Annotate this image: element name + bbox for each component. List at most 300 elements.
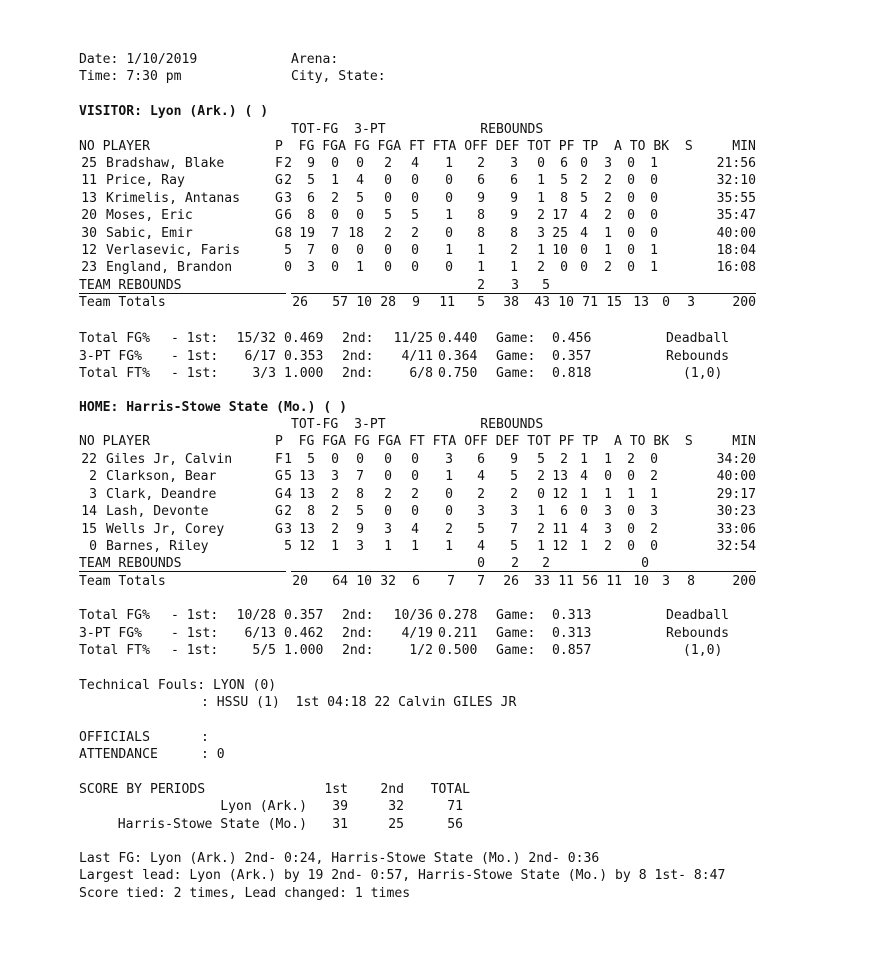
stat-to: 1 xyxy=(604,486,612,502)
home-header-no-player: NO PLAYER xyxy=(79,434,150,449)
period-header: 1st xyxy=(324,782,348,797)
stat-s: 0 xyxy=(650,208,658,224)
stat-ft: 3 xyxy=(384,521,392,537)
stat-fga: 13 xyxy=(299,469,315,485)
team-rebounds-off: 0 xyxy=(477,556,485,572)
stat-fg: 5 xyxy=(284,243,292,258)
stat-tpa: 18 xyxy=(348,225,364,241)
stat-s: 2 xyxy=(650,521,658,537)
stat-tpm: 0 xyxy=(331,243,339,258)
stat-bk: 0 xyxy=(627,190,635,206)
pct-first-value: 1.000 xyxy=(284,643,324,658)
pct-game-value: 0.313 xyxy=(552,625,592,641)
stat-min: 32:54 xyxy=(716,539,756,554)
stat-bk: 0 xyxy=(627,173,635,189)
total-tpa: 28 xyxy=(380,295,396,311)
stat-pf: 0 xyxy=(537,156,545,171)
stat-min: 34:20 xyxy=(716,452,756,467)
pct-first-label: - 1st: xyxy=(171,348,219,364)
stat-fta: 0 xyxy=(411,243,419,258)
stat-pf: 2 xyxy=(537,521,545,537)
stat-fga: 5 xyxy=(307,452,315,467)
stat-ft: 0 xyxy=(384,173,392,189)
total-min: 200 xyxy=(732,573,756,589)
stat-fg: 2 xyxy=(284,156,292,171)
pct-first-label: - 1st: xyxy=(171,331,219,346)
pct-label: 3-PT FG% xyxy=(79,348,143,364)
stat-tp: 5 xyxy=(560,173,568,189)
stat-fga: 3 xyxy=(307,260,315,276)
officials-label: OFFICIALS xyxy=(79,730,150,745)
stat-tpm: 2 xyxy=(331,521,339,537)
stat-def: 2 xyxy=(477,156,485,171)
stat-min: 35:47 xyxy=(716,208,756,224)
stat-s: 2 xyxy=(650,469,658,485)
player-name: Giles Jr, Calvin xyxy=(106,452,233,467)
stat-tpa: 0 xyxy=(356,156,364,171)
stat-tot: 2 xyxy=(510,243,518,258)
stat-tpm: 2 xyxy=(331,504,339,520)
score-tied-line: Score tied: 2 times, Lead changed: 1 times xyxy=(79,886,411,901)
stat-ft: 2 xyxy=(384,156,392,171)
stat-to: 2 xyxy=(604,539,612,554)
stat-tpa: 5 xyxy=(356,504,364,520)
home-header-row-1: TOT-FG 3-PT REBOUNDS xyxy=(291,417,544,432)
team-rebounds-label: TEAM REBOUNDS xyxy=(79,556,182,572)
stat-tpm: 1 xyxy=(331,539,339,554)
stat-tpm: 0 xyxy=(331,260,339,276)
total-pf: 10 xyxy=(558,295,574,311)
pct-first-label: - 1st: xyxy=(171,643,219,658)
stat-off: 0 xyxy=(445,486,453,502)
stat-fga: 8 xyxy=(307,208,315,224)
pct-label: Total FG% xyxy=(79,331,150,346)
stat-tp: 6 xyxy=(560,504,568,520)
stat-tp: 12 xyxy=(552,539,568,554)
pct-second-made: 4/11 xyxy=(401,348,433,364)
stat-s: 1 xyxy=(650,260,658,276)
stat-tot: 1 xyxy=(510,260,518,276)
stat-to: 3 xyxy=(604,156,612,171)
stat-pf: 3 xyxy=(537,225,545,241)
pct-game-label: Game: xyxy=(496,608,536,623)
stat-fta: 1 xyxy=(411,539,419,554)
stat-pf: 2 xyxy=(537,260,545,276)
stat-fta: 4 xyxy=(411,521,419,537)
period-score: 39 xyxy=(332,799,348,814)
stat-off: 3 xyxy=(445,452,453,467)
pct-game-label: Game: xyxy=(496,366,536,381)
pct-label: Total FT% xyxy=(79,366,150,381)
stat-tpa: 0 xyxy=(356,208,364,224)
total-ft: 6 xyxy=(412,573,420,589)
stat-ft: 0 xyxy=(384,260,392,276)
stat-bk: 0 xyxy=(627,539,635,554)
period-score: 32 xyxy=(388,799,404,814)
stat-min: 33:06 xyxy=(716,521,756,537)
pct-game-label: Game: xyxy=(496,348,536,364)
total-tot: 43 xyxy=(534,295,550,311)
stat-a: 1 xyxy=(580,452,588,467)
stat-to: 2 xyxy=(604,190,612,206)
officials-value: : xyxy=(201,730,209,745)
pct-game-value: 0.456 xyxy=(552,331,592,346)
stat-tot: 6 xyxy=(510,173,518,189)
deadball-label: Deadball xyxy=(666,608,730,623)
stat-ft: 0 xyxy=(384,469,392,485)
player-position: F xyxy=(275,156,283,171)
pct-second-label: 2nd: xyxy=(342,625,374,641)
stat-ft: 0 xyxy=(384,243,392,258)
stat-def: 8 xyxy=(477,208,485,224)
stat-s: 3 xyxy=(650,504,658,520)
pct-game-value: 0.857 xyxy=(552,643,592,658)
stat-bk: 0 xyxy=(627,521,635,537)
stat-min: 16:08 xyxy=(716,260,756,276)
stat-def: 6 xyxy=(477,173,485,189)
stat-fta: 2 xyxy=(411,225,419,241)
total-off: 7 xyxy=(477,573,485,589)
stat-s: 0 xyxy=(650,539,658,554)
pct-second-label: 2nd: xyxy=(342,348,374,364)
stat-pf: 1 xyxy=(537,243,545,258)
stat-fg: 2 xyxy=(284,173,292,189)
stat-fta: 0 xyxy=(411,469,419,485)
stat-s: 1 xyxy=(650,243,658,258)
pct-game-value: 0.313 xyxy=(552,608,592,623)
pct-second-label: 2nd: xyxy=(342,643,374,658)
stat-def: 2 xyxy=(477,486,485,502)
stat-a: 1 xyxy=(580,486,588,502)
visitor-title: VISITOR: Lyon (Ark.) ( ) xyxy=(79,104,269,119)
pct-first-value: 0.357 xyxy=(284,608,324,623)
player-name: Barnes, Riley xyxy=(106,539,209,554)
player-name: Bradshaw, Blake xyxy=(106,156,225,171)
stat-fg: 5 xyxy=(284,469,292,485)
stat-tp: 6 xyxy=(560,156,568,171)
pct-first-value: 0.353 xyxy=(284,348,324,364)
stat-ft: 2 xyxy=(384,225,392,241)
player-position: G xyxy=(275,521,283,537)
stat-s: 0 xyxy=(650,452,658,467)
stat-fga: 19 xyxy=(299,225,315,241)
team-rebounds-def: 2 xyxy=(511,556,519,572)
stat-fg: 1 xyxy=(284,452,292,467)
period-score: 56 xyxy=(447,816,463,832)
stat-pf: 5 xyxy=(537,452,545,467)
player-name: Verlasevic, Faris xyxy=(106,243,241,258)
pct-first-made: 10/28 xyxy=(236,608,276,623)
pct-second-made: 6/8 xyxy=(409,366,433,381)
stat-off: 2 xyxy=(445,521,453,537)
total-tp: 71 xyxy=(582,295,598,311)
stat-a: 1 xyxy=(580,539,588,554)
pct-game-label: Game: xyxy=(496,625,536,641)
player-number: 23 xyxy=(81,260,97,276)
stat-s: 0 xyxy=(650,190,658,206)
stat-s: 1 xyxy=(650,156,658,171)
stat-off: 1 xyxy=(445,156,453,171)
total-fg: 26 xyxy=(292,295,308,311)
period-score: 31 xyxy=(332,816,348,832)
visitor-header-row-1: TOT-FG 3-PT REBOUNDS xyxy=(291,122,544,137)
attendance-label: ATTENDANCE xyxy=(79,747,158,762)
pct-label: Total FG% xyxy=(79,608,150,623)
stat-fga: 9 xyxy=(307,156,315,171)
arena-label: Arena: xyxy=(291,52,339,67)
stat-off: 0 xyxy=(445,504,453,520)
pct-second-value: 0.500 xyxy=(438,643,478,658)
stat-ft: 5 xyxy=(384,208,392,224)
date-line xyxy=(79,51,197,68)
stat-bk: 0 xyxy=(627,243,635,258)
total-def: 26 xyxy=(503,573,519,589)
player-number: 20 xyxy=(81,208,97,224)
stat-fga: 5 xyxy=(307,173,315,189)
stat-min: 21:56 xyxy=(716,156,756,171)
stat-min: 40:00 xyxy=(716,469,756,485)
stat-a: 0 xyxy=(580,504,588,520)
stat-tpm: 2 xyxy=(331,486,339,502)
pct-second-label: 2nd: xyxy=(342,366,374,381)
total-off: 5 xyxy=(477,295,485,311)
stat-min: 29:17 xyxy=(716,486,756,502)
pct-second-made: 10/36 xyxy=(393,608,433,623)
stat-off: 1 xyxy=(445,208,453,224)
pct-first-made: 6/13 xyxy=(244,625,276,641)
period-team-name: Lyon (Ark.) xyxy=(220,799,307,814)
player-position: G xyxy=(275,469,283,485)
player-name: Clarkson, Bear xyxy=(106,469,217,485)
pct-label: Total FT% xyxy=(79,643,150,658)
total-s: 3 xyxy=(687,295,695,311)
total-bk: 0 xyxy=(662,295,670,311)
stat-def: 1 xyxy=(477,260,485,276)
player-name: Clark, Deandre xyxy=(106,486,217,502)
stat-a: 2 xyxy=(580,173,588,189)
pct-second-label: 2nd: xyxy=(342,608,374,623)
stat-tp: 10 xyxy=(552,243,568,258)
stat-ft: 1 xyxy=(384,539,392,554)
stat-min: 40:00 xyxy=(716,225,756,241)
total-fga: 64 xyxy=(332,573,348,589)
total-a: 11 xyxy=(606,573,622,589)
player-number: 2 xyxy=(89,469,97,485)
stat-min: 18:04 xyxy=(716,243,756,258)
player-position: G xyxy=(275,225,283,241)
pct-second-value: 0.440 xyxy=(438,331,478,346)
deadball-label: Deadball xyxy=(666,331,730,346)
total-fta: 11 xyxy=(439,295,455,311)
stat-a: 0 xyxy=(580,243,588,258)
stat-to: 3 xyxy=(604,504,612,520)
total-bk: 3 xyxy=(662,573,670,589)
stat-to: 1 xyxy=(604,243,612,258)
stat-tot: 9 xyxy=(510,208,518,224)
stat-bk: 2 xyxy=(627,452,635,467)
stat-a: 0 xyxy=(580,260,588,276)
stat-bk: 0 xyxy=(627,504,635,520)
period-team-name: Harris-Stowe State (Mo.) xyxy=(117,816,307,832)
stat-a: 4 xyxy=(580,225,588,241)
stat-tpa: 7 xyxy=(356,469,364,485)
player-number: 12 xyxy=(81,243,97,258)
total-to: 13 xyxy=(633,295,649,311)
pct-first-value: 1.000 xyxy=(284,366,324,381)
total-s: 8 xyxy=(687,573,695,589)
pct-first-made: 6/17 xyxy=(244,348,276,364)
total-fga: 57 xyxy=(332,295,348,311)
player-name: Price, Ray xyxy=(106,173,185,189)
stat-def: 4 xyxy=(477,539,485,554)
technical-fouls-label: Technical Fouls: xyxy=(79,678,206,693)
stat-off: 1 xyxy=(445,469,453,485)
stat-tpa: 9 xyxy=(356,521,364,537)
pct-first-made: 15/32 xyxy=(236,331,276,346)
date-label: Date: xyxy=(79,52,119,67)
pct-second-made: 1/2 xyxy=(409,643,433,658)
stat-tpa: 8 xyxy=(356,486,364,502)
stat-fta: 5 xyxy=(411,208,419,224)
team-totals-label: Team Totals xyxy=(79,295,166,311)
player-number: 22 xyxy=(81,452,97,467)
total-tpm: 10 xyxy=(356,295,372,311)
stat-a: 0 xyxy=(580,156,588,171)
total-min: 200 xyxy=(732,295,756,311)
total-tpa: 32 xyxy=(380,573,396,589)
player-number: 3 xyxy=(89,486,97,502)
stat-min: 30:23 xyxy=(716,504,756,520)
stat-pf: 1 xyxy=(537,173,545,189)
stat-to: 3 xyxy=(604,521,612,537)
stat-to: 1 xyxy=(604,452,612,467)
stat-pf: 0 xyxy=(537,486,545,502)
stat-tp: 0 xyxy=(560,260,568,276)
stat-def: 1 xyxy=(477,243,485,258)
stat-tpm: 0 xyxy=(331,208,339,224)
player-name: Wells Jr, Corey xyxy=(106,521,225,537)
stat-bk: 0 xyxy=(627,156,635,171)
score-by-periods-label: SCORE BY PERIODS xyxy=(79,782,206,797)
stat-fg: 6 xyxy=(284,208,292,224)
pct-second-value: 0.278 xyxy=(438,608,478,623)
date-value: 1/10/2019 xyxy=(126,52,198,67)
stat-tot: 5 xyxy=(510,469,518,485)
total-tot: 33 xyxy=(534,573,550,589)
stat-min: 32:10 xyxy=(716,173,756,189)
player-position: G xyxy=(275,190,283,206)
stat-s: 0 xyxy=(650,225,658,241)
total-a: 15 xyxy=(606,295,622,311)
pct-first-label: - 1st: xyxy=(171,366,219,381)
stat-tot: 3 xyxy=(510,156,518,171)
player-position: G xyxy=(275,208,283,224)
total-pf: 11 xyxy=(558,573,574,589)
stat-fta: 0 xyxy=(411,190,419,206)
stat-tot: 8 xyxy=(510,225,518,241)
stat-tp: 12 xyxy=(552,486,568,502)
stat-fg: 3 xyxy=(284,521,292,537)
stat-off: 1 xyxy=(445,243,453,258)
stat-to: 1 xyxy=(604,225,612,241)
stat-pf: 2 xyxy=(537,469,545,485)
player-position: G xyxy=(275,173,283,189)
stat-fg: 3 xyxy=(284,190,292,206)
stat-a: 4 xyxy=(580,469,588,485)
stat-min: 35:55 xyxy=(716,190,756,206)
total-ft: 9 xyxy=(412,295,420,311)
stat-def: 4 xyxy=(477,469,485,485)
stat-fg: 8 xyxy=(284,225,292,241)
stat-fga: 6 xyxy=(307,190,315,206)
stat-tp: 11 xyxy=(552,521,568,537)
stat-tp: 17 xyxy=(552,208,568,224)
stat-fga: 13 xyxy=(299,486,315,502)
stat-fta: 2 xyxy=(411,486,419,502)
stat-tpa: 1 xyxy=(356,260,364,276)
stat-tp: 13 xyxy=(552,469,568,485)
pct-label: 3-PT FG% xyxy=(79,625,143,641)
time-line xyxy=(79,68,182,85)
pct-first-value: 0.462 xyxy=(284,625,324,641)
player-position: F xyxy=(275,452,283,467)
stat-bk: 0 xyxy=(627,469,635,485)
technical-fouls-hssu: : HSSU (1) 1st 04:18 22 Calvin GILES JR xyxy=(201,695,517,710)
time-value: 7:30 pm xyxy=(126,69,182,84)
stat-fga: 7 xyxy=(307,243,315,258)
stat-ft: 0 xyxy=(384,190,392,206)
stat-fg: 4 xyxy=(284,486,292,502)
pct-game-value: 0.818 xyxy=(552,366,592,381)
technical-fouls-lyon: LYON (0) xyxy=(213,678,277,693)
stat-a: 5 xyxy=(580,190,588,206)
team-rebounds-label: TEAM REBOUNDS xyxy=(79,277,182,293)
team-rebounds-def: 3 xyxy=(511,277,519,293)
stat-tpm: 7 xyxy=(331,225,339,241)
stat-tpa: 5 xyxy=(356,190,364,206)
stat-off: 0 xyxy=(445,260,453,276)
pct-first-value: 0.469 xyxy=(284,331,324,346)
stat-tot: 3 xyxy=(510,504,518,520)
deadball-value: (1,0) xyxy=(683,366,723,381)
attendance-value: : 0 xyxy=(201,747,225,762)
stat-tpa: 0 xyxy=(356,243,364,258)
stat-s: 1 xyxy=(650,486,658,502)
pct-game-label: Game: xyxy=(496,331,536,346)
time-label: Time: xyxy=(79,69,119,84)
stat-fga: 12 xyxy=(299,539,315,554)
stat-tpm: 2 xyxy=(331,190,339,206)
player-name: England, Brandon xyxy=(106,260,233,276)
stat-def: 5 xyxy=(477,521,485,537)
pct-second-label: 2nd: xyxy=(342,331,374,346)
total-def: 38 xyxy=(503,295,519,311)
stat-bk: 0 xyxy=(627,260,635,276)
pct-second-value: 0.750 xyxy=(438,366,478,381)
deadball-rebounds-label: Rebounds xyxy=(666,625,730,641)
technical-fouls-line xyxy=(79,677,276,694)
pct-first-made: 3/3 xyxy=(252,366,276,381)
stat-pf: 1 xyxy=(537,539,545,554)
total-to: 10 xyxy=(633,573,649,589)
stat-tp: 8 xyxy=(560,190,568,206)
deadball-value: (1,0) xyxy=(683,643,723,658)
stat-off: 0 xyxy=(445,225,453,241)
stat-tpm: 0 xyxy=(331,156,339,171)
stat-fta: 0 xyxy=(411,504,419,520)
stat-tot: 9 xyxy=(510,190,518,206)
stat-bk: 0 xyxy=(627,208,635,224)
